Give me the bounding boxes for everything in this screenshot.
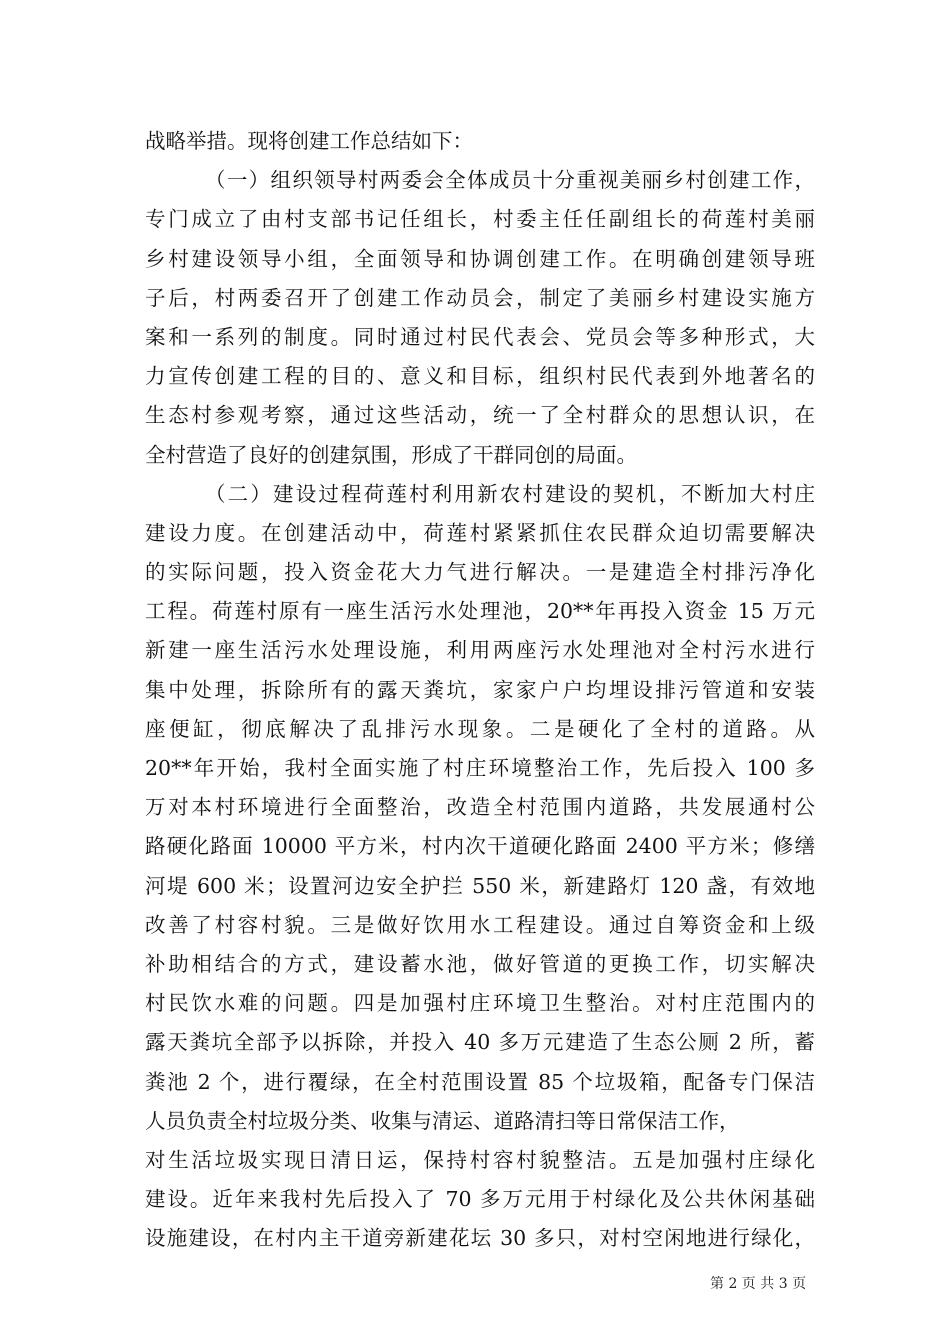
- text-line: 生态村参观考察，通过这些活动，统一了全村群众的思想认识，在: [145, 403, 815, 428]
- text-line: 粪池 2 个，进行覆绿，在全村范围设置 85 个垃圾箱，配备专门保洁: [145, 1069, 815, 1094]
- text-line: 乡村建设领导小组，全面领导和协调创建工作。在明确创建领导班: [145, 246, 815, 271]
- text-line: 对生活垃圾实现日清日运，保持村容村貌整洁。五是加强村庄绿化: [145, 1147, 815, 1172]
- text-line: 的实际问题，投入资金花大力气进行解决。一是建造全村排污净化: [145, 560, 815, 585]
- text-line: 座便缸，彻底解决了乱排污水现象。二是硬化了全村的道路。从: [145, 716, 815, 741]
- text-line: 专门成立了由村支部书记任组长，村委主任任副组长的荷莲村美丽: [145, 207, 815, 232]
- text-line: 补助相结合的方式，建设蓄水池，做好管道的更换工作，切实解决: [145, 951, 815, 976]
- text-line: 全村营造了良好的创建氛围，形成了干群同创的局面。: [145, 442, 637, 467]
- text-line: 子后，村两委召开了创建工作动员会，制定了美丽乡村建设实施方: [145, 285, 815, 310]
- text-line: 集中处理，拆除所有的露天粪坑，家家户户均埋设排污管道和安装: [145, 677, 815, 702]
- text-line: 路硬化路面 10000 平方米，村内次干道硬化路面 2400 平方米；修缮: [145, 834, 815, 859]
- text-line: 建设力度。在创建活动中，荷莲村紧紧抓住农民群众迫切需要解决: [145, 520, 815, 545]
- text-line: 20**年开始，我村全面实施了村庄环境整治工作，先后投入 100 多: [145, 756, 815, 780]
- text-line: 露天粪坑全部予以拆除，并投入 40 多万元建造了生态公厕 2 所，蓄: [145, 1030, 815, 1055]
- text-line: 设施建设，在村内主干道旁新建花坛 30 多只，对村空闲地进行绿化，: [145, 1226, 815, 1251]
- text-line: 新建一座生活污水处理设施，利用两座污水处理池对全村污水进行: [145, 638, 815, 663]
- paragraph-start-line: （一）组织领导村两委会全体成员十分重视美丽乡村创建工作，: [205, 168, 815, 193]
- text-line: 河堤 600 米；设置河边安全护拦 550 米，新建路灯 120 盏，有效地: [145, 873, 815, 898]
- text-line: 人员负责全村垃圾分类、收集与清运、道路清扫等日常保洁工作，: [145, 1108, 740, 1133]
- text-line: 力宣传创建工程的目的、意义和目标，组织村民代表到外地著名的: [145, 364, 815, 389]
- page-number-footer: 第 2 页 共 3 页: [710, 1276, 807, 1292]
- text-line: 案和一系列的制度。同时通过村民代表会、党员会等多种形式，大: [145, 324, 815, 349]
- text-line: 建设。近年来我村先后投入了 70 多万元用于村绿化及公共休闲基础: [145, 1187, 815, 1212]
- text-line: 战略举措。现将创建工作总结如下：: [145, 129, 473, 153]
- document-body: [145, 122, 815, 1258]
- text-line: 万对本村环境进行全面整治，改造全村范围内道路，共发展通村公: [145, 795, 815, 820]
- text-line: 村民饮水难的问题。四是加强村庄环境卫生整治。对村庄范围内的: [145, 991, 815, 1016]
- text-line: 工程。荷莲村原有一座生活污水处理池，20**年再投入资金 15 万元: [145, 599, 815, 624]
- paragraph-start-line: （二）建设过程荷莲村利用新农村建设的契机，不断加大村庄: [205, 481, 815, 506]
- text-line: 改善了村容村貌。三是做好饮用水工程建设。通过自筹资金和上级: [145, 912, 815, 937]
